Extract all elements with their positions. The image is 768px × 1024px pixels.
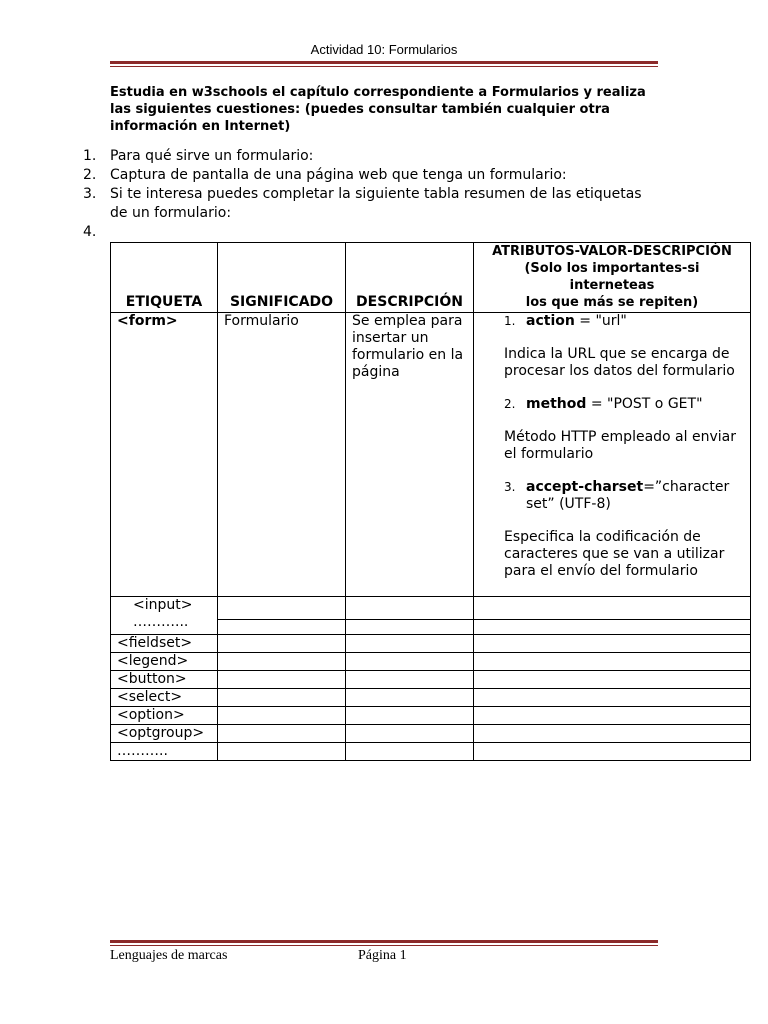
tag-form: <form> <box>111 313 218 597</box>
tag-cell: <option> <box>111 707 218 725</box>
empty-cell <box>218 653 346 671</box>
table-row <box>111 725 751 743</box>
header-atributos-line3: los que más se repiten) <box>525 295 699 310</box>
empty-cell <box>474 597 751 620</box>
attribute-number: 1. <box>504 314 516 328</box>
attribute-accept-charset <box>504 479 744 513</box>
table-row <box>111 743 751 761</box>
significado-form: Formulario <box>218 313 346 597</box>
empty-cell <box>218 597 346 620</box>
tag-input: <input> <box>133 597 193 613</box>
empty-cell <box>474 689 751 707</box>
empty-cell <box>346 725 474 743</box>
empty-cell <box>474 743 751 761</box>
table-row <box>111 707 751 725</box>
form-tags-table <box>110 242 751 761</box>
question-number: 4. <box>83 224 97 240</box>
question-text <box>110 223 663 242</box>
descripcion-form: Se emplea para insertar un formulario en la página <box>346 313 474 597</box>
empty-cell <box>346 635 474 653</box>
attribute-name: action <box>526 313 575 329</box>
header-significado: SIGNIFICADO <box>218 243 346 313</box>
question-item <box>83 223 663 242</box>
empty-cell <box>218 671 346 689</box>
attribute-method <box>504 396 744 413</box>
empty-cell <box>474 671 751 689</box>
attribute-description: Indica la URL que se encarga de procesar los datos del formulario <box>504 346 735 379</box>
empty-cell <box>218 620 346 635</box>
question-text: Captura de pantalla de una página web que tenga un formulario: <box>110 167 567 183</box>
footer-course: Lenguajes de marcas <box>110 948 228 963</box>
attribute-action <box>504 313 744 330</box>
page-footer <box>110 948 658 964</box>
attribute-description: Método HTTP empleado al enviar el formulario <box>504 429 736 462</box>
attribute-number: 3. <box>504 480 516 494</box>
question-item <box>83 147 663 166</box>
empty-cell <box>346 743 474 761</box>
empty-cell <box>218 635 346 653</box>
tag-input-cell <box>111 597 218 635</box>
tag-cell: <optgroup> <box>111 725 218 743</box>
empty-cell <box>474 635 751 653</box>
question-item <box>83 166 663 185</box>
header-atributos <box>474 243 751 313</box>
header-rule <box>110 61 658 67</box>
empty-cell <box>474 725 751 743</box>
attribute-description: Especifica la codificación de caracteres que se van a utilizar para el envío del formulario <box>504 529 725 579</box>
tag-cell: <button> <box>111 671 218 689</box>
atributos-form <box>474 313 751 597</box>
header-etiqueta: ETIQUETA <box>111 243 218 313</box>
header-atributos-line2: (Solo los importantes-si interneteas <box>524 261 700 293</box>
empty-cell <box>346 653 474 671</box>
question-number: 3. <box>83 186 97 202</box>
question-number: 1. <box>83 148 97 164</box>
tag-cell: <select> <box>111 689 218 707</box>
question-list <box>83 147 663 242</box>
attribute-number: 2. <box>504 397 516 411</box>
header-atributos-line1: ATRIBUTOS-VALOR-DESCRIPCIÓN <box>492 244 732 259</box>
table-header-row <box>111 243 751 313</box>
table-row-input <box>111 597 751 620</box>
attribute-value: = "url" <box>574 313 627 329</box>
empty-cell <box>474 620 751 635</box>
attribute-value: =”character set” (UTF-8) <box>526 479 730 512</box>
empty-cell <box>218 743 346 761</box>
attribute-value: = "POST o GET" <box>586 396 703 412</box>
empty-cell <box>346 671 474 689</box>
question-text: Si te interesa puedes completar la siguiente tabla resumen de las etiquetas de un formulario: <box>110 186 642 221</box>
tag-cell: <fieldset> <box>111 635 218 653</box>
empty-cell <box>346 689 474 707</box>
question-number: 2. <box>83 167 97 183</box>
question-text: Para qué sirve un formulario: <box>110 148 314 164</box>
question-item <box>83 185 663 223</box>
empty-cell <box>218 689 346 707</box>
tag-cell: <legend> <box>111 653 218 671</box>
header-descripcion: DESCRIPCIÓN <box>346 243 474 313</box>
empty-cell <box>346 707 474 725</box>
empty-cell <box>346 597 474 620</box>
table-row <box>111 653 751 671</box>
empty-cell <box>218 707 346 725</box>
table-row <box>111 635 751 653</box>
intro-text: Estudia en w3schools el capítulo correspondiente a Formularios y realiza las siguientes cuestiones: (puedes consultar también cualquier otra información en Internet) <box>110 85 646 134</box>
footer-page-number: Página 1 <box>358 948 407 963</box>
attribute-name: accept-charset <box>526 479 644 495</box>
table-row-form <box>111 313 751 597</box>
footer-rule <box>110 940 658 946</box>
table-row <box>111 671 751 689</box>
empty-cell <box>346 620 474 635</box>
table-row <box>111 689 751 707</box>
tag-input-extra: ………... <box>133 614 189 630</box>
attribute-name: method <box>526 396 587 412</box>
page-header-title: Actividad 10: Formularios <box>310 42 458 57</box>
empty-cell <box>474 707 751 725</box>
empty-cell <box>474 653 751 671</box>
empty-cell <box>218 725 346 743</box>
tag-cell: ……….. <box>111 743 218 761</box>
